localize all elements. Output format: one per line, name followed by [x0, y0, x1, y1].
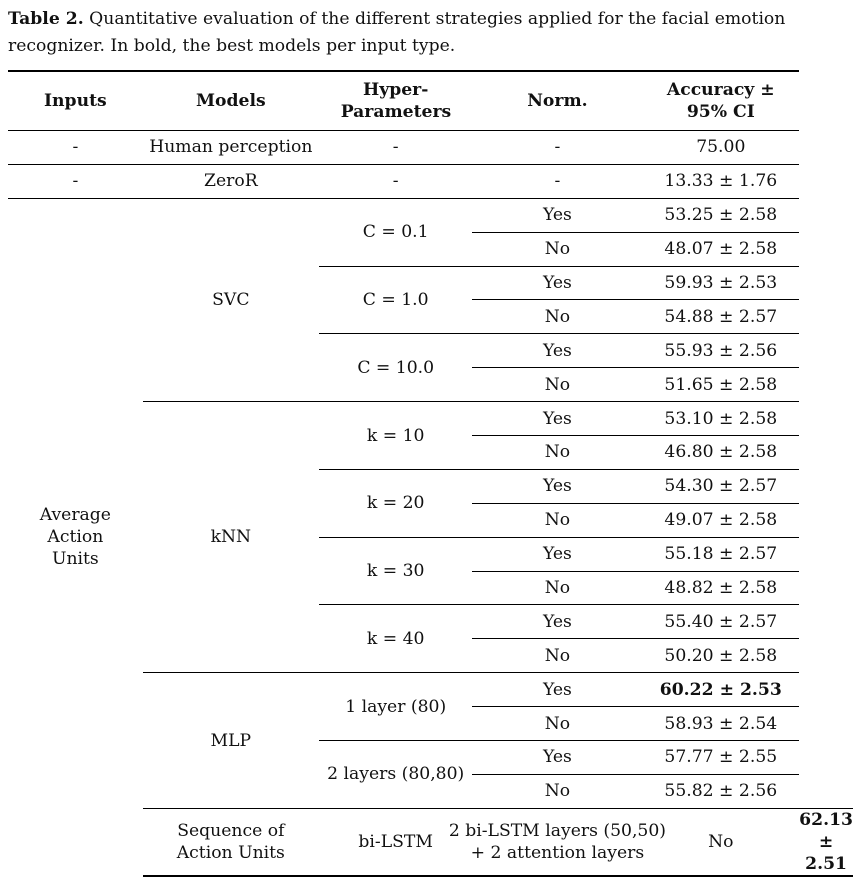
header-inputs: Inputs: [8, 71, 143, 131]
cell-norm: No: [472, 503, 642, 537]
cell-accuracy: 55.40 ± 2.57: [642, 605, 799, 639]
cell-norm: Yes: [472, 469, 642, 503]
header-accuracy: Accuracy ± 95% CI: [642, 71, 799, 131]
cell-accuracy: 53.25 ± 2.58: [642, 198, 799, 232]
cell-accuracy: 49.07 ± 2.58: [642, 503, 799, 537]
cell-norm: Yes: [472, 537, 642, 571]
cell-accuracy: 55.93 ± 2.56: [642, 334, 799, 368]
cell-hyper: 2 layers (80,80): [319, 741, 472, 809]
cell-norm: Yes: [472, 673, 642, 707]
cell-norm: No: [642, 808, 799, 876]
cell-accuracy: 57.77 ± 2.55: [642, 741, 799, 775]
cell-norm: Yes: [472, 741, 642, 775]
cell-accuracy: 51.65 ± 2.58: [642, 368, 799, 402]
cell-input: -: [8, 164, 143, 198]
cell-accuracy: 54.30 ± 2.57: [642, 469, 799, 503]
header-norm: Norm.: [472, 71, 642, 131]
cell-accuracy: 75.00: [696, 137, 746, 158]
cell-norm: -: [554, 137, 561, 158]
header-row: [8, 71, 853, 131]
table-caption: [8, 6, 853, 60]
cell-norm: No: [472, 707, 642, 741]
table-row: [8, 164, 853, 198]
cell-accuracy: 53.10 ± 2.58: [642, 402, 799, 436]
caption-label: Table 2.: [8, 9, 84, 29]
cell-accuracy: 59.93 ± 2.53: [642, 266, 799, 300]
cell-accuracy: 48.07 ± 2.58: [642, 232, 799, 266]
cell-model-svc: SVC: [143, 198, 319, 401]
cell-hyper: 1 layer (80): [319, 673, 472, 741]
cell-hyper: k = 20: [319, 469, 472, 537]
cell-hyper: k = 30: [319, 537, 472, 605]
cell-accuracy: 48.82 ± 2.58: [642, 571, 799, 605]
cell-model: Human perception: [149, 137, 313, 158]
caption-text: Quantitative evaluation of the different strategies applied for the facial emotion recognizer. In bold, the best models per input type.: [8, 9, 786, 56]
header-hyper-parameters: Hyper-Parameters: [319, 71, 472, 131]
table-row: [8, 198, 853, 232]
cell-model-knn: kNN: [143, 402, 319, 673]
cell-norm: Yes: [472, 266, 642, 300]
cell-hyper: C = 0.1: [319, 198, 472, 266]
cell-input-sequence-action-units: Sequence of Action Units: [143, 808, 319, 876]
table-row: [8, 131, 853, 165]
cell-norm: Yes: [472, 605, 642, 639]
cell-model-mlp: MLP: [143, 673, 319, 809]
cell-norm: Yes: [472, 198, 642, 232]
cell-accuracy: 58.93 ± 2.54: [642, 707, 799, 741]
cell-hyper: C = 1.0: [319, 266, 472, 334]
cell-norm: Yes: [472, 402, 642, 436]
cell-norm: No: [472, 571, 642, 605]
cell-hyper: k = 40: [319, 605, 472, 673]
header-models: Models: [143, 71, 319, 131]
results-table: [8, 70, 853, 877]
cell-input: -: [72, 137, 79, 158]
cell-accuracy: 55.82 ± 2.56: [642, 774, 799, 808]
cell-accuracy: 13.33 ± 1.76: [642, 164, 799, 198]
cell-norm: No: [472, 300, 642, 334]
cell-input-average-action-units: Average Action Units: [8, 198, 143, 876]
cell-hyper: C = 10.0: [319, 334, 472, 402]
cell-norm: No: [472, 436, 642, 470]
cell-norm: No: [472, 232, 642, 266]
cell-accuracy: 46.80 ± 2.58: [642, 436, 799, 470]
cell-norm: No: [472, 368, 642, 402]
cell-accuracy-best: 62.13 ± 2.51: [799, 809, 853, 874]
cell-accuracy-best: 60.22 ± 2.53: [642, 673, 799, 707]
cell-accuracy: 55.18 ± 2.57: [642, 537, 799, 571]
cell-accuracy: 50.20 ± 2.58: [642, 639, 799, 673]
cell-norm: -: [472, 164, 642, 198]
cell-norm: No: [472, 774, 642, 808]
cell-hyper: k = 10: [319, 402, 472, 470]
cell-hyper: -: [319, 164, 472, 198]
cell-accuracy: 54.88 ± 2.57: [642, 300, 799, 334]
cell-hyper: -: [392, 137, 399, 158]
cell-hyper: 2 bi-LSTM layers (50,50) + 2 attention layers: [472, 808, 642, 876]
cell-norm: No: [472, 639, 642, 673]
cell-norm: Yes: [472, 334, 642, 368]
cell-model: ZeroR: [143, 164, 319, 198]
cell-model-bilstm: bi-LSTM: [319, 808, 472, 876]
